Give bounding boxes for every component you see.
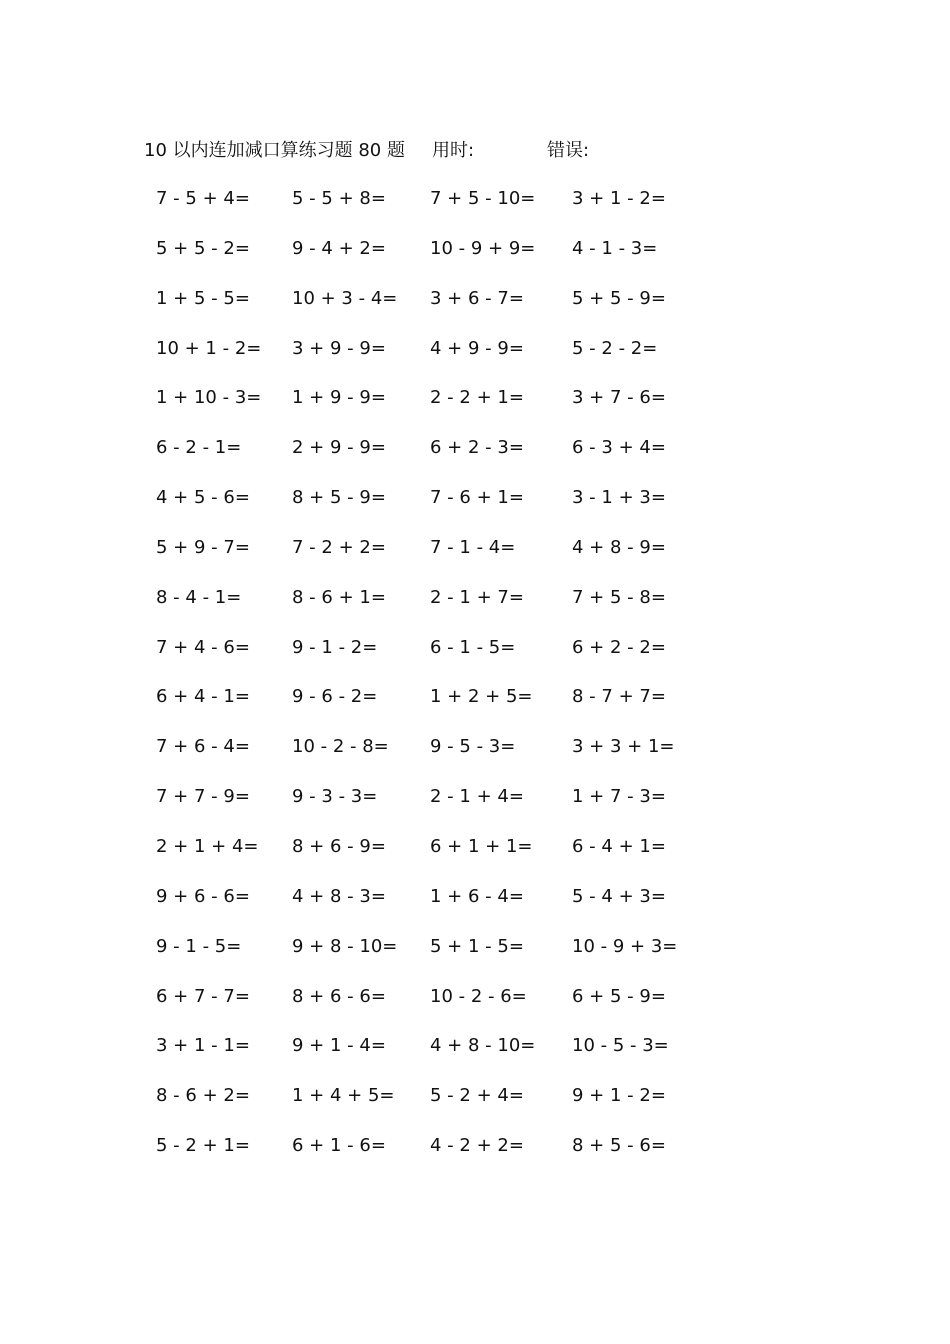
problem-item: 3 + 7 - 6= (572, 387, 666, 409)
problem-row (0, 982, 950, 1032)
problem-row (0, 832, 950, 882)
problem-row (0, 633, 950, 683)
problem-row (0, 682, 950, 732)
problem-item: 3 + 9 - 9= (292, 337, 386, 359)
problem-item: 1 + 4 + 5= (292, 1085, 395, 1107)
problem-item: 7 - 5 + 4= (156, 188, 250, 209)
problem-item: 9 - 6 - 2= (292, 686, 378, 708)
problem-item: 9 - 3 - 3= (292, 786, 378, 808)
problem-item: 3 + 1 - 2= (572, 188, 666, 209)
problem-row (0, 583, 950, 633)
problem-item: 5 - 4 + 3= (572, 885, 666, 907)
problem-item: 10 - 9 + 3= (572, 935, 678, 957)
problem-item: 4 + 9 - 9= (430, 337, 524, 359)
problem-item: 1 + 5 - 5= (156, 287, 250, 309)
problem-item: 4 - 1 - 3= (572, 237, 658, 259)
problem-item: 7 - 1 - 4= (430, 536, 516, 558)
problem-item: 5 - 2 - 2= (572, 337, 658, 359)
worksheet-title: 10 以内连加减口算练习题 80 题 (144, 140, 405, 161)
problem-item: 10 + 1 - 2= (156, 337, 262, 359)
problem-item: 8 + 6 - 6= (292, 985, 386, 1007)
problem-row (0, 234, 950, 284)
problem-item: 6 + 1 + 1= (430, 835, 533, 857)
problem-item: 9 - 1 - 2= (292, 636, 378, 658)
problem-item: 2 - 2 + 1= (430, 387, 524, 409)
problem-item: 4 + 8 - 3= (292, 885, 386, 907)
problem-item: 6 + 2 - 3= (430, 437, 524, 459)
problem-item: 8 - 7 + 7= (572, 686, 666, 708)
problem-item: 4 + 5 - 6= (156, 487, 250, 509)
problem-row (0, 782, 950, 832)
problem-item: 8 + 5 - 9= (292, 487, 386, 509)
problem-row (0, 1081, 950, 1131)
problem-item: 3 - 1 + 3= (572, 487, 666, 509)
problem-item: 2 - 1 + 4= (430, 786, 524, 808)
problem-item: 8 + 6 - 9= (292, 835, 386, 857)
problem-item: 10 + 3 - 4= (292, 287, 398, 309)
problem-item: 3 + 3 + 1= (572, 736, 675, 758)
problem-item: 9 - 1 - 5= (156, 935, 242, 957)
problem-item: 9 + 1 - 2= (572, 1085, 666, 1107)
problem-item: 8 - 6 + 1= (292, 586, 386, 608)
problem-item: 6 + 4 - 1= (156, 686, 250, 708)
worksheet-header (0, 136, 950, 166)
problem-item: 7 + 6 - 4= (156, 736, 250, 758)
problem-row (0, 1131, 950, 1181)
problem-item: 5 - 2 + 1= (156, 1135, 250, 1157)
problem-row (0, 383, 950, 433)
problem-item: 7 + 5 - 8= (572, 586, 666, 608)
problem-grid (0, 184, 950, 1181)
problem-item: 4 + 8 - 9= (572, 536, 666, 558)
problem-item: 10 - 2 - 8= (292, 736, 389, 758)
problem-row (0, 184, 950, 234)
problem-item: 10 - 2 - 6= (430, 985, 527, 1007)
problem-item: 6 + 1 - 6= (292, 1135, 386, 1157)
problem-item: 2 - 1 + 7= (430, 586, 524, 608)
problem-row (0, 433, 950, 483)
problem-item: 5 - 2 + 4= (430, 1085, 524, 1107)
problem-item: 3 + 1 - 1= (156, 1035, 250, 1057)
problem-item: 8 + 5 - 6= (572, 1135, 666, 1157)
problem-item: 6 + 2 - 2= (572, 636, 666, 658)
problem-item: 7 - 6 + 1= (430, 487, 524, 509)
problem-item: 10 - 5 - 3= (572, 1035, 669, 1057)
problem-row (0, 1031, 950, 1081)
problem-row (0, 932, 950, 982)
problem-item: 2 + 1 + 4= (156, 835, 259, 857)
problem-item: 8 - 4 - 1= (156, 586, 242, 608)
problem-item: 4 + 8 - 10= (430, 1035, 536, 1057)
problem-item: 7 + 7 - 9= (156, 786, 250, 808)
problem-item: 1 + 10 - 3= (156, 387, 262, 409)
error-label: 错误: (547, 140, 590, 161)
problem-item: 4 - 2 + 2= (430, 1135, 524, 1157)
problem-row (0, 882, 950, 932)
problem-item: 5 + 9 - 7= (156, 536, 250, 558)
problem-item: 5 + 5 - 9= (572, 287, 666, 309)
problem-item: 8 - 6 + 2= (156, 1085, 250, 1107)
problem-row (0, 284, 950, 334)
problem-item: 3 + 6 - 7= (430, 287, 524, 309)
problem-item: 9 - 4 + 2= (292, 237, 386, 259)
problem-item: 5 - 5 + 8= (292, 188, 386, 209)
time-label: 用时: (432, 140, 475, 161)
problem-item: 10 - 9 + 9= (430, 237, 536, 259)
problem-item: 5 + 5 - 2= (156, 237, 250, 259)
problem-item: 6 + 7 - 7= (156, 985, 250, 1007)
problem-item: 5 + 1 - 5= (430, 935, 524, 957)
problem-item: 6 - 2 - 1= (156, 437, 242, 459)
problem-item: 7 - 2 + 2= (292, 536, 386, 558)
problem-item: 9 + 8 - 10= (292, 935, 398, 957)
problem-item: 1 + 2 + 5= (430, 686, 533, 708)
problem-item: 1 + 7 - 3= (572, 786, 666, 808)
problem-item: 6 + 5 - 9= (572, 985, 666, 1007)
problem-item: 6 - 1 - 5= (430, 636, 516, 658)
problem-item: 9 + 1 - 4= (292, 1035, 386, 1057)
problem-item: 9 + 6 - 6= (156, 885, 250, 907)
problem-item: 6 - 3 + 4= (572, 437, 666, 459)
problem-item: 7 + 4 - 6= (156, 636, 250, 658)
problem-row (0, 334, 950, 384)
problem-item: 1 + 9 - 9= (292, 387, 386, 409)
problem-row (0, 533, 950, 583)
problem-item: 2 + 9 - 9= (292, 437, 386, 459)
problem-item: 7 + 5 - 10= (430, 188, 536, 209)
problem-item: 1 + 6 - 4= (430, 885, 524, 907)
problem-row (0, 483, 950, 533)
problem-item: 6 - 4 + 1= (572, 835, 666, 857)
problem-row (0, 732, 950, 782)
problem-item: 9 - 5 - 3= (430, 736, 516, 758)
